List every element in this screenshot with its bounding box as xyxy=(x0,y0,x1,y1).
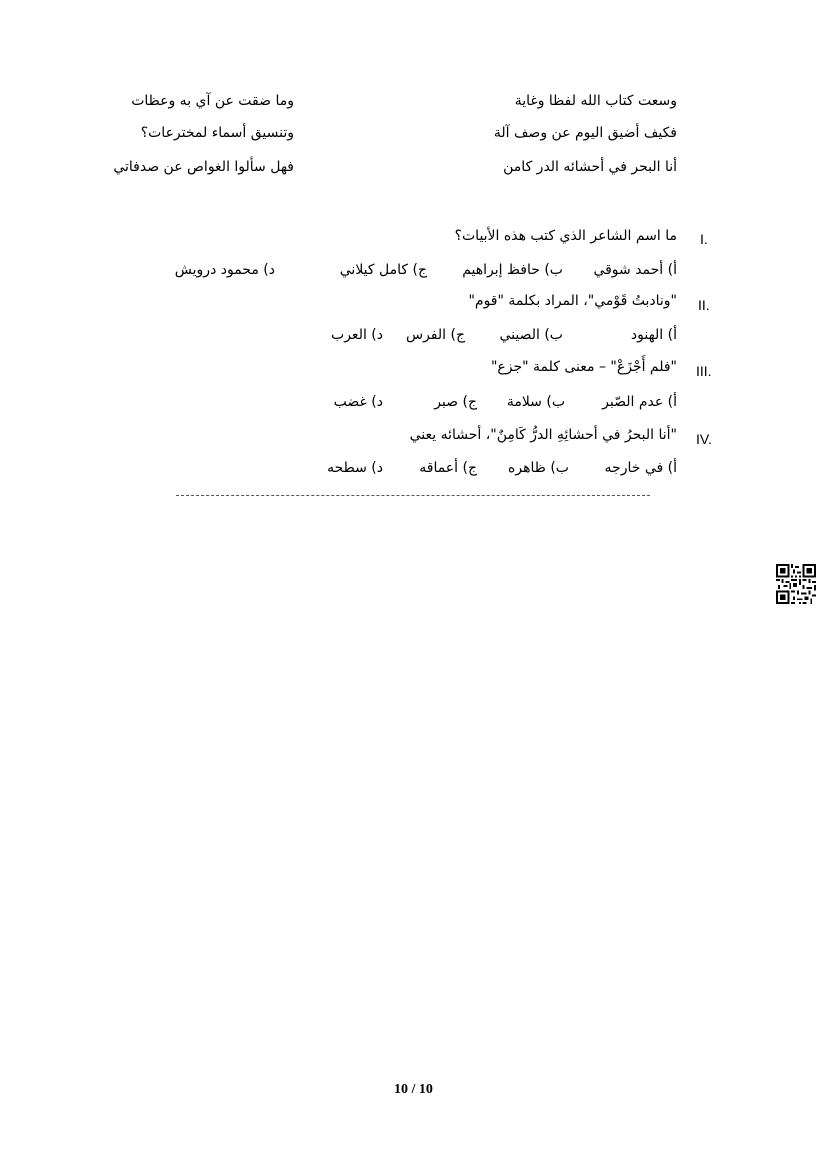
poem-line-1-right: وسعت كتاب الله لفظا وغاية xyxy=(514,93,677,109)
question-2-number: II. xyxy=(698,297,710,313)
question-4-option-a[interactable]: أ) في خارجه xyxy=(604,460,677,476)
question-3-option-d[interactable]: د) غضب xyxy=(333,394,383,410)
question-4-option-d[interactable]: د) سطحه xyxy=(327,460,383,476)
question-3-text: "فلم أَجْزَعْ" – معنى كلمة "جزع" xyxy=(490,359,677,375)
question-4-option-c[interactable]: ج) أعماقه xyxy=(419,460,477,476)
question-1-option-b[interactable]: ب) حافظ إبراهيم xyxy=(462,262,563,278)
question-3-number: III. xyxy=(696,363,712,379)
question-1-option-d[interactable]: د) محمود درويش xyxy=(174,262,275,278)
question-1-option-a[interactable]: أ) أحمد شوقي xyxy=(593,262,677,278)
question-4-option-b[interactable]: ب) ظاهره xyxy=(508,460,569,476)
poem-line-2-right: فكيف أضيق اليوم عن وصف آلة xyxy=(493,125,677,141)
question-3-option-a[interactable]: أ) عدم الصّبر xyxy=(602,394,677,410)
question-2-option-b[interactable]: ب) الصيني xyxy=(499,327,563,343)
question-4-number: IV. xyxy=(696,431,712,447)
poem-line-1-left: وما ضقت عن آي به وعظات xyxy=(131,93,294,109)
poem-line-3-left: فهل سألوا الغواص عن صدفاتي xyxy=(113,159,294,175)
question-1-text: ما اسم الشاعر الذي كتب هذه الأبيات؟ xyxy=(454,228,677,244)
question-1-option-c[interactable]: ج) كامل كيلاني xyxy=(339,262,427,278)
page-number: 10 / 10 xyxy=(394,1082,433,1097)
poem-line-2-left: وتنسيق أسماء لمخترعات؟ xyxy=(140,125,294,141)
section-divider xyxy=(176,495,650,496)
poem-line-3-right: أنا البحر في أحشائه الدر كامن xyxy=(503,159,677,175)
question-2-option-d[interactable]: د) العرب xyxy=(331,327,383,343)
question-1-number: I. xyxy=(700,231,708,247)
question-2-text: "ونادبتُ قَوْمي"، المراد بكلمة "قوم" xyxy=(468,293,677,309)
qr-code-icon xyxy=(776,564,816,604)
question-3-option-c[interactable]: ج) صبر xyxy=(434,394,477,410)
question-4-text: "أنا البحرُ في أحشائِهِ الدرُّ كَامِنٌ"، أحشائه يعني xyxy=(409,427,677,443)
question-2-option-a[interactable]: أ) الهنود xyxy=(630,327,677,343)
question-2-option-c[interactable]: ج) الفرس xyxy=(405,327,465,343)
question-3-option-b[interactable]: ب) سلامة xyxy=(506,394,565,410)
